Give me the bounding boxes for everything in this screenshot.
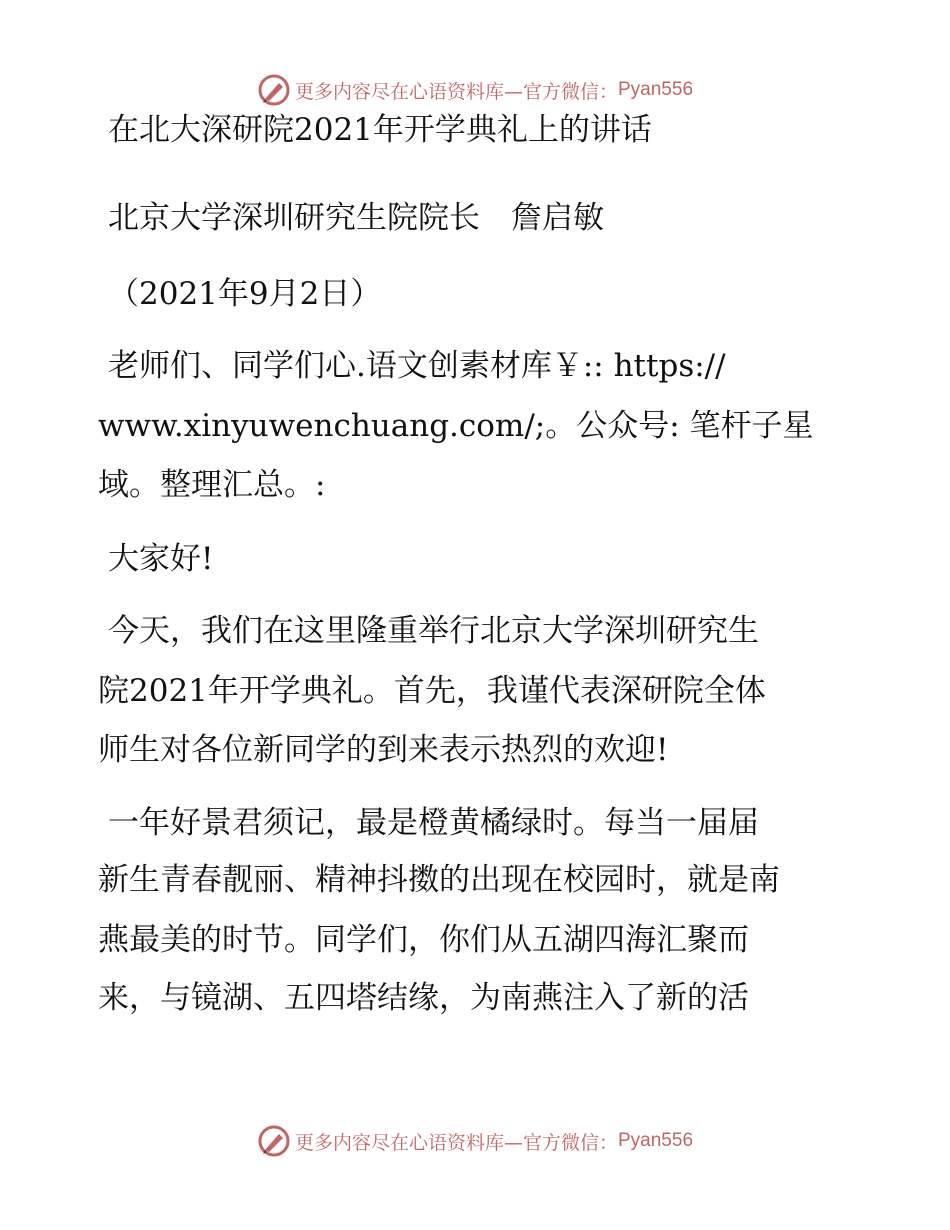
watermark-footer	[0, 1121, 950, 1161]
document-title: 在北大深研院2021年开学典礼上的讲话	[108, 112, 652, 148]
paragraph-line: 燕最美的时节。同学们，你们从五湖四海汇聚而	[98, 922, 749, 958]
watermark-text: 更多内容尽在心语资料库—官方微信：	[294, 1131, 618, 1154]
watermark-wechat-id: Pyan556	[618, 79, 694, 100]
paragraph-line: 师生对各位新同学的到来表示热烈的欢迎!	[98, 732, 669, 768]
paragraph-line: 域。整理汇总。:	[98, 467, 326, 503]
document-date: （2021年9月2日）	[108, 276, 382, 312]
watermark-text: 更多内容尽在心语资料库—官方微信：	[294, 80, 618, 103]
paragraph-line: 老师们、同学们心.语文创素材库￥:: https://	[108, 348, 726, 384]
paragraph-line: 今天，我们在这里隆重举行北京大学深圳研究生	[108, 613, 759, 649]
greeting: 大家好!	[108, 541, 214, 577]
pen-logo-icon	[257, 1124, 291, 1158]
paragraph-line: 院2021年开学典礼。首先，我谨代表深研院全体	[98, 673, 766, 709]
paragraph-line: 来，与镜湖、五四塔结缘，为南燕注入了新的活	[98, 980, 749, 1016]
watermark-wechat-id: Pyan556	[618, 1130, 694, 1151]
paragraph-line: 一年好景君须记，最是橙黄橘绿时。每当一届届	[108, 805, 759, 841]
document-author: 北京大学深圳研究生院院长 詹启敏	[108, 200, 604, 236]
paragraph-line: 新生青春靓丽、精神抖擞的出现在校园时，就是南	[98, 862, 780, 898]
paragraph-line: www.xinyuwenchuang.com/;。公众号: 笔杆子星	[98, 408, 814, 444]
